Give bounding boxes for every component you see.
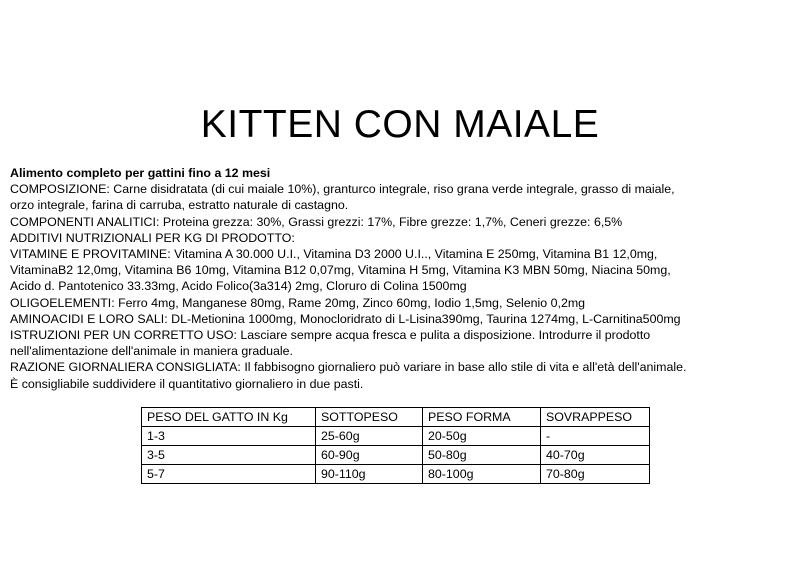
text-line-composition-1: COMPOSIZIONE: Carne disidratata (di cui maiale 10%), granturco integrale, riso grana verde integrale, grasso di maiale, (10, 182, 675, 197)
table-row (142, 446, 650, 465)
table-cell: - (541, 427, 650, 446)
table-cell: 20-50g (423, 427, 541, 446)
header-cat-weight: PESO DEL GATTO IN Kg (142, 408, 316, 427)
table-cell: 1-3 (142, 427, 316, 446)
product-title: KITTEN CON MAIALE (200, 103, 600, 146)
text-line-trace-elements: OLIGOELEMENTI: Ferro 4mg, Manganese 80mg, Rame 20mg, Zinco 60mg, Iodio 1,5mg, Selenio 0,2mg (10, 295, 586, 310)
text-line-amino-acids: AMINOACIDI E LORO SALI: DL-Metionina 1000mg, Monocloridrato di L-Lisina390mg, Taurina 1274mg, L-Carnitina500mg (10, 311, 681, 326)
text-line-vitamins-1: VITAMINE E PROVITAMINE: Vitamina A 30.000 U.I., Vitamina D3 2000 U.I.., Vitamina E 250mg, Vitamina B1 12,0mg, (10, 247, 658, 262)
table-cell: 3-5 (142, 446, 316, 465)
table-header-row (142, 408, 650, 427)
text-line-instructions-2: nell'alimentazione dell'animale in maniera graduale. (10, 344, 294, 359)
label-text (10, 165, 795, 392)
text-line-vitamins-2: VitaminaB2 12,0mg, Vitamina B6 10mg, Vitamina B12 0,07mg, Vitamina H 5mg, Vitamina K3 MBN 50mg, Niacina 50mg, (10, 263, 671, 278)
text-line-composition-2: orzo integrale, farina di carruba, estratto naturale di castagno. (10, 198, 349, 213)
table-cell: 80-100g (423, 465, 541, 484)
product-subtitle: Alimento completo per gattini fino a 12 mesi (10, 166, 271, 180)
table-cell: 90-110g (316, 465, 423, 484)
text-line-daily-ration-1: RAZIONE GIORNALIERA CONSIGLIATA: Il fabbisogno giornaliero può variare in base allo stile di vita e all'età dell'animale. (10, 360, 687, 375)
text-line-analytical-components: COMPONENTI ANALITICI: Proteina grezza: 30%, Grassi grezzi: 17%, Fibre grezze: 1,7%, Ceneri grezze: 6,5% (10, 214, 623, 229)
table-cell: 70-80g (541, 465, 650, 484)
table-cell: 60-90g (316, 446, 423, 465)
text-line-vitamins-3: Acido d. Pantotenico 33.33mg, Acido Folico(3a314) 2mg, Cloruro di Colina 1500mg (10, 279, 467, 294)
table-cell: 50-80g (423, 446, 541, 465)
table-cell: 5-7 (142, 465, 316, 484)
feeding-table (141, 407, 650, 484)
table-row (142, 465, 650, 484)
text-line-instructions-1: ISTRUZIONI PER UN CORRETTO USO: Lasciare sempre acqua fresca e pulita a disposizione. Introdurre il prodotto (10, 328, 651, 343)
header-underweight: SOTTOPESO (316, 408, 423, 427)
header-ideal-weight: PESO FORMA (423, 408, 541, 427)
table-cell: 25-60g (316, 427, 423, 446)
text-line-nutritional-additives: ADDITIVI NUTRIZIONALI PER KG DI PRODOTTO: (10, 230, 295, 245)
text-line-daily-ration-2: È consigliabile suddividere il quantitativo giornaliero in due pasti. (10, 376, 364, 391)
header-overweight: SOVRAPPESO (541, 408, 650, 427)
table-cell: 40-70g (541, 446, 650, 465)
table-row (142, 427, 650, 446)
